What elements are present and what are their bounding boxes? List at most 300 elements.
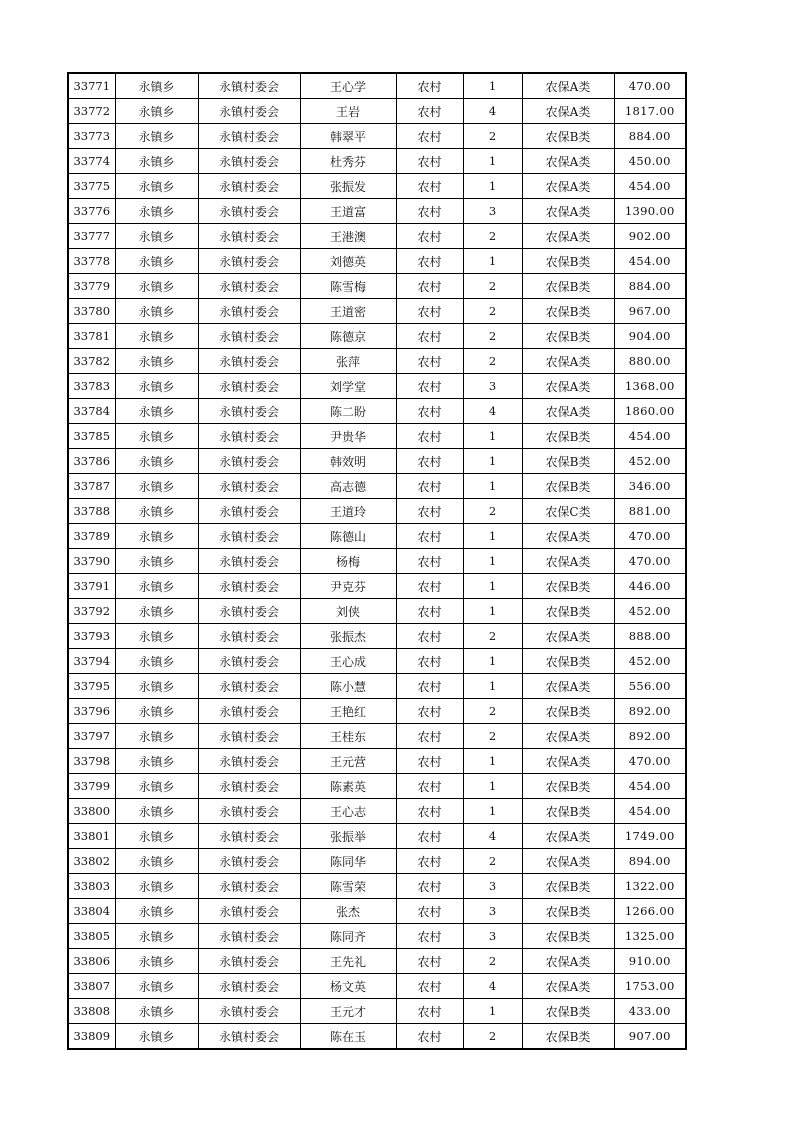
cell-village: 永镇村委会 xyxy=(198,149,300,174)
cell-township: 永镇乡 xyxy=(115,524,198,549)
cell-village: 永镇村委会 xyxy=(198,224,300,249)
cell-category: 农保A类 xyxy=(522,674,614,699)
cell-amount: 470.00 xyxy=(614,749,686,774)
cell-amount: 1325.00 xyxy=(614,924,686,949)
cell-township: 永镇乡 xyxy=(115,474,198,499)
cell-type: 农村 xyxy=(396,174,463,199)
cell-category: 农保A类 xyxy=(522,374,614,399)
cell-count: 2 xyxy=(463,349,522,374)
cell-type: 农村 xyxy=(396,599,463,624)
cell-name: 尹克芬 xyxy=(300,574,396,599)
cell-type: 农村 xyxy=(396,274,463,299)
cell-category: 农保B类 xyxy=(522,774,614,799)
cell-category: 农保B类 xyxy=(522,474,614,499)
cell-category: 农保A类 xyxy=(522,149,614,174)
table-row xyxy=(68,974,686,999)
cell-type: 农村 xyxy=(396,449,463,474)
cell-type: 农村 xyxy=(396,149,463,174)
cell-category: 农保A类 xyxy=(522,349,614,374)
cell-name: 陈在玉 xyxy=(300,1024,396,1050)
cell-count: 3 xyxy=(463,374,522,399)
cell-township: 永镇乡 xyxy=(115,274,198,299)
cell-type: 农村 xyxy=(396,899,463,924)
cell-type: 农村 xyxy=(396,349,463,374)
cell-category: 农保B类 xyxy=(522,874,614,899)
cell-type: 农村 xyxy=(396,549,463,574)
cell-township: 永镇乡 xyxy=(115,799,198,824)
cell-township: 永镇乡 xyxy=(115,649,198,674)
cell-id: 33806 xyxy=(68,949,115,974)
cell-category: 农保A类 xyxy=(522,399,614,424)
cell-type: 农村 xyxy=(396,73,463,99)
cell-type: 农村 xyxy=(396,1024,463,1050)
cell-amount: 884.00 xyxy=(614,124,686,149)
cell-name: 张振杰 xyxy=(300,624,396,649)
cell-name: 王元营 xyxy=(300,749,396,774)
cell-type: 农村 xyxy=(396,249,463,274)
cell-village: 永镇村委会 xyxy=(198,749,300,774)
cell-township: 永镇乡 xyxy=(115,299,198,324)
cell-township: 永镇乡 xyxy=(115,899,198,924)
cell-township: 永镇乡 xyxy=(115,774,198,799)
cell-type: 农村 xyxy=(396,624,463,649)
cell-id: 33773 xyxy=(68,124,115,149)
cell-village: 永镇村委会 xyxy=(198,1024,300,1050)
cell-township: 永镇乡 xyxy=(115,249,198,274)
cell-village: 永镇村委会 xyxy=(198,524,300,549)
cell-amount: 888.00 xyxy=(614,624,686,649)
cell-amount: 1390.00 xyxy=(614,199,686,224)
cell-count: 1 xyxy=(463,174,522,199)
cell-village: 永镇村委会 xyxy=(198,924,300,949)
cell-count: 2 xyxy=(463,299,522,324)
cell-category: 农保B类 xyxy=(522,299,614,324)
cell-village: 永镇村委会 xyxy=(198,474,300,499)
cell-count: 2 xyxy=(463,724,522,749)
table-row xyxy=(68,1024,686,1050)
cell-count: 1 xyxy=(463,549,522,574)
cell-amount: 556.00 xyxy=(614,674,686,699)
cell-count: 1 xyxy=(463,599,522,624)
cell-type: 农村 xyxy=(396,399,463,424)
table-row xyxy=(68,524,686,549)
cell-count: 2 xyxy=(463,124,522,149)
cell-type: 农村 xyxy=(396,874,463,899)
cell-count: 4 xyxy=(463,824,522,849)
cell-id: 33784 xyxy=(68,399,115,424)
cell-amount: 967.00 xyxy=(614,299,686,324)
cell-type: 农村 xyxy=(396,849,463,874)
cell-township: 永镇乡 xyxy=(115,324,198,349)
cell-village: 永镇村委会 xyxy=(198,624,300,649)
cell-name: 张杰 xyxy=(300,899,396,924)
cell-id: 33787 xyxy=(68,474,115,499)
cell-id: 33809 xyxy=(68,1024,115,1050)
cell-village: 永镇村委会 xyxy=(198,899,300,924)
cell-type: 农村 xyxy=(396,299,463,324)
cell-name: 王心志 xyxy=(300,799,396,824)
cell-township: 永镇乡 xyxy=(115,999,198,1024)
cell-category: 农保B类 xyxy=(522,324,614,349)
cell-count: 2 xyxy=(463,274,522,299)
cell-name: 韩翠平 xyxy=(300,124,396,149)
cell-township: 永镇乡 xyxy=(115,824,198,849)
cell-count: 2 xyxy=(463,499,522,524)
cell-count: 1 xyxy=(463,249,522,274)
cell-count: 2 xyxy=(463,224,522,249)
cell-type: 农村 xyxy=(396,124,463,149)
cell-village: 永镇村委会 xyxy=(198,399,300,424)
cell-amount: 470.00 xyxy=(614,524,686,549)
cell-amount: 454.00 xyxy=(614,174,686,199)
cell-category: 农保B类 xyxy=(522,649,614,674)
cell-type: 农村 xyxy=(396,374,463,399)
cell-id: 33786 xyxy=(68,449,115,474)
cell-type: 农村 xyxy=(396,499,463,524)
cell-township: 永镇乡 xyxy=(115,149,198,174)
table-row xyxy=(68,799,686,824)
cell-category: 农保B类 xyxy=(522,924,614,949)
cell-name: 刘德英 xyxy=(300,249,396,274)
cell-id: 33778 xyxy=(68,249,115,274)
table-row xyxy=(68,299,686,324)
cell-id: 33808 xyxy=(68,999,115,1024)
cell-township: 永镇乡 xyxy=(115,199,198,224)
cell-type: 农村 xyxy=(396,649,463,674)
table-row xyxy=(68,849,686,874)
cell-id: 33796 xyxy=(68,699,115,724)
cell-name: 王元才 xyxy=(300,999,396,1024)
cell-name: 张萍 xyxy=(300,349,396,374)
table-row xyxy=(68,499,686,524)
cell-count: 2 xyxy=(463,949,522,974)
cell-village: 永镇村委会 xyxy=(198,674,300,699)
cell-id: 33797 xyxy=(68,724,115,749)
table-row xyxy=(68,399,686,424)
cell-count: 2 xyxy=(463,324,522,349)
cell-category: 农保A类 xyxy=(522,724,614,749)
cell-count: 1 xyxy=(463,149,522,174)
cell-type: 农村 xyxy=(396,724,463,749)
cell-name: 高志德 xyxy=(300,474,396,499)
cell-category: 农保B类 xyxy=(522,599,614,624)
cell-amount: 470.00 xyxy=(614,73,686,99)
table-row xyxy=(68,999,686,1024)
cell-amount: 910.00 xyxy=(614,949,686,974)
table-row xyxy=(68,124,686,149)
cell-id: 33790 xyxy=(68,549,115,574)
cell-type: 农村 xyxy=(396,924,463,949)
table-row xyxy=(68,924,686,949)
cell-village: 永镇村委会 xyxy=(198,274,300,299)
cell-name: 陈德京 xyxy=(300,324,396,349)
cell-count: 1 xyxy=(463,424,522,449)
table-row xyxy=(68,99,686,124)
table-row xyxy=(68,249,686,274)
cell-township: 永镇乡 xyxy=(115,549,198,574)
cell-category: 农保B类 xyxy=(522,1024,614,1050)
table-row xyxy=(68,424,686,449)
cell-amount: 454.00 xyxy=(614,799,686,824)
cell-count: 1 xyxy=(463,649,522,674)
table-row xyxy=(68,699,686,724)
cell-township: 永镇乡 xyxy=(115,574,198,599)
cell-id: 33781 xyxy=(68,324,115,349)
cell-count: 1 xyxy=(463,449,522,474)
cell-township: 永镇乡 xyxy=(115,1024,198,1050)
cell-amount: 902.00 xyxy=(614,224,686,249)
cell-amount: 1322.00 xyxy=(614,874,686,899)
cell-amount: 904.00 xyxy=(614,324,686,349)
cell-id: 33780 xyxy=(68,299,115,324)
cell-township: 永镇乡 xyxy=(115,874,198,899)
cell-name: 张振发 xyxy=(300,174,396,199)
cell-count: 1 xyxy=(463,799,522,824)
cell-count: 2 xyxy=(463,624,522,649)
cell-name: 陈雪荣 xyxy=(300,874,396,899)
cell-name: 陈雪梅 xyxy=(300,274,396,299)
cell-type: 农村 xyxy=(396,224,463,249)
cell-township: 永镇乡 xyxy=(115,174,198,199)
cell-count: 1 xyxy=(463,999,522,1024)
data-table xyxy=(67,72,687,1050)
cell-name: 陈同齐 xyxy=(300,924,396,949)
cell-township: 永镇乡 xyxy=(115,949,198,974)
cell-category: 农保A类 xyxy=(522,224,614,249)
cell-count: 3 xyxy=(463,924,522,949)
cell-category: 农保B类 xyxy=(522,449,614,474)
cell-name: 王道富 xyxy=(300,199,396,224)
cell-count: 1 xyxy=(463,674,522,699)
cell-amount: 470.00 xyxy=(614,549,686,574)
cell-type: 农村 xyxy=(396,574,463,599)
table-row xyxy=(68,949,686,974)
cell-name: 杨梅 xyxy=(300,549,396,574)
cell-name: 刘侠 xyxy=(300,599,396,624)
cell-id: 33802 xyxy=(68,849,115,874)
cell-name: 王桂东 xyxy=(300,724,396,749)
table-row xyxy=(68,749,686,774)
cell-category: 农保B类 xyxy=(522,999,614,1024)
cell-amount: 1753.00 xyxy=(614,974,686,999)
cell-name: 刘学堂 xyxy=(300,374,396,399)
cell-township: 永镇乡 xyxy=(115,449,198,474)
cell-village: 永镇村委会 xyxy=(198,299,300,324)
cell-amount: 1817.00 xyxy=(614,99,686,124)
cell-count: 2 xyxy=(463,1024,522,1050)
cell-name: 陈小慧 xyxy=(300,674,396,699)
cell-category: 农保B类 xyxy=(522,699,614,724)
table-row xyxy=(68,199,686,224)
cell-village: 永镇村委会 xyxy=(198,174,300,199)
cell-category: 农保A类 xyxy=(522,174,614,199)
cell-type: 农村 xyxy=(396,949,463,974)
cell-amount: 894.00 xyxy=(614,849,686,874)
cell-id: 33807 xyxy=(68,974,115,999)
cell-category: 农保A类 xyxy=(522,749,614,774)
cell-count: 4 xyxy=(463,399,522,424)
cell-id: 33803 xyxy=(68,874,115,899)
cell-amount: 446.00 xyxy=(614,574,686,599)
cell-category: 农保B类 xyxy=(522,124,614,149)
cell-category: 农保C类 xyxy=(522,499,614,524)
cell-id: 33782 xyxy=(68,349,115,374)
cell-amount: 1266.00 xyxy=(614,899,686,924)
cell-amount: 346.00 xyxy=(614,474,686,499)
table-row xyxy=(68,674,686,699)
cell-type: 农村 xyxy=(396,799,463,824)
cell-amount: 1749.00 xyxy=(614,824,686,849)
cell-count: 1 xyxy=(463,524,522,549)
cell-id: 33788 xyxy=(68,499,115,524)
cell-count: 1 xyxy=(463,574,522,599)
cell-village: 永镇村委会 xyxy=(198,324,300,349)
cell-township: 永镇乡 xyxy=(115,73,198,99)
cell-name: 杨文英 xyxy=(300,974,396,999)
cell-amount: 452.00 xyxy=(614,449,686,474)
cell-id: 33805 xyxy=(68,924,115,949)
cell-count: 1 xyxy=(463,774,522,799)
table-row xyxy=(68,624,686,649)
cell-amount: 454.00 xyxy=(614,249,686,274)
cell-type: 农村 xyxy=(396,324,463,349)
cell-category: 农保A类 xyxy=(522,849,614,874)
cell-category: 农保A类 xyxy=(522,974,614,999)
cell-id: 33800 xyxy=(68,799,115,824)
cell-township: 永镇乡 xyxy=(115,499,198,524)
cell-id: 33779 xyxy=(68,274,115,299)
cell-category: 农保B类 xyxy=(522,899,614,924)
cell-amount: 892.00 xyxy=(614,724,686,749)
table-row xyxy=(68,149,686,174)
cell-township: 永镇乡 xyxy=(115,849,198,874)
cell-id: 33799 xyxy=(68,774,115,799)
cell-amount: 1368.00 xyxy=(614,374,686,399)
cell-category: 农保B类 xyxy=(522,574,614,599)
cell-name: 王心学 xyxy=(300,73,396,99)
table-row xyxy=(68,649,686,674)
cell-type: 农村 xyxy=(396,774,463,799)
cell-village: 永镇村委会 xyxy=(198,574,300,599)
cell-village: 永镇村委会 xyxy=(198,99,300,124)
table-row xyxy=(68,599,686,624)
cell-township: 永镇乡 xyxy=(115,99,198,124)
cell-name: 张振举 xyxy=(300,824,396,849)
cell-village: 永镇村委会 xyxy=(198,849,300,874)
cell-category: 农保A类 xyxy=(522,824,614,849)
table-row xyxy=(68,874,686,899)
cell-village: 永镇村委会 xyxy=(198,73,300,99)
cell-village: 永镇村委会 xyxy=(198,649,300,674)
cell-id: 33791 xyxy=(68,574,115,599)
table-row xyxy=(68,574,686,599)
cell-count: 4 xyxy=(463,974,522,999)
cell-name: 陈素英 xyxy=(300,774,396,799)
cell-name: 王道玲 xyxy=(300,499,396,524)
cell-id: 33771 xyxy=(68,73,115,99)
cell-amount: 452.00 xyxy=(614,599,686,624)
table-row xyxy=(68,174,686,199)
cell-count: 1 xyxy=(463,749,522,774)
cell-count: 1 xyxy=(463,73,522,99)
cell-type: 农村 xyxy=(396,199,463,224)
table-row xyxy=(68,73,686,99)
cell-type: 农村 xyxy=(396,99,463,124)
cell-type: 农村 xyxy=(396,824,463,849)
table-row xyxy=(68,549,686,574)
cell-type: 农村 xyxy=(396,424,463,449)
cell-village: 永镇村委会 xyxy=(198,449,300,474)
table-row xyxy=(68,774,686,799)
cell-id: 33795 xyxy=(68,674,115,699)
cell-id: 33804 xyxy=(68,899,115,924)
cell-category: 农保B类 xyxy=(522,424,614,449)
cell-id: 33777 xyxy=(68,224,115,249)
cell-township: 永镇乡 xyxy=(115,724,198,749)
cell-village: 永镇村委会 xyxy=(198,724,300,749)
cell-township: 永镇乡 xyxy=(115,924,198,949)
cell-type: 农村 xyxy=(396,749,463,774)
cell-count: 3 xyxy=(463,874,522,899)
cell-name: 韩效明 xyxy=(300,449,396,474)
cell-township: 永镇乡 xyxy=(115,699,198,724)
cell-count: 3 xyxy=(463,199,522,224)
cell-amount: 880.00 xyxy=(614,349,686,374)
cell-type: 农村 xyxy=(396,524,463,549)
cell-amount: 450.00 xyxy=(614,149,686,174)
cell-village: 永镇村委会 xyxy=(198,199,300,224)
cell-village: 永镇村委会 xyxy=(198,424,300,449)
cell-category: 农保A类 xyxy=(522,949,614,974)
table-row xyxy=(68,724,686,749)
cell-name: 陈德山 xyxy=(300,524,396,549)
cell-id: 33775 xyxy=(68,174,115,199)
cell-id: 33793 xyxy=(68,624,115,649)
cell-id: 33794 xyxy=(68,649,115,674)
cell-count: 1 xyxy=(463,474,522,499)
cell-name: 杜秀芬 xyxy=(300,149,396,174)
cell-village: 永镇村委会 xyxy=(198,599,300,624)
cell-id: 33789 xyxy=(68,524,115,549)
cell-type: 农村 xyxy=(396,999,463,1024)
cell-count: 3 xyxy=(463,899,522,924)
cell-village: 永镇村委会 xyxy=(198,974,300,999)
cell-id: 33774 xyxy=(68,149,115,174)
cell-id: 33772 xyxy=(68,99,115,124)
cell-type: 农村 xyxy=(396,674,463,699)
table-row xyxy=(68,324,686,349)
table-row xyxy=(68,274,686,299)
cell-village: 永镇村委会 xyxy=(198,349,300,374)
cell-amount: 881.00 xyxy=(614,499,686,524)
cell-category: 农保A类 xyxy=(522,199,614,224)
cell-id: 33785 xyxy=(68,424,115,449)
cell-village: 永镇村委会 xyxy=(198,699,300,724)
cell-id: 33792 xyxy=(68,599,115,624)
cell-township: 永镇乡 xyxy=(115,374,198,399)
cell-township: 永镇乡 xyxy=(115,599,198,624)
cell-type: 农村 xyxy=(396,974,463,999)
cell-count: 2 xyxy=(463,849,522,874)
cell-name: 王先礼 xyxy=(300,949,396,974)
cell-township: 永镇乡 xyxy=(115,674,198,699)
cell-name: 王港澳 xyxy=(300,224,396,249)
cell-township: 永镇乡 xyxy=(115,749,198,774)
cell-category: 农保B类 xyxy=(522,249,614,274)
table-row xyxy=(68,899,686,924)
cell-name: 陈二盼 xyxy=(300,399,396,424)
table-row xyxy=(68,349,686,374)
